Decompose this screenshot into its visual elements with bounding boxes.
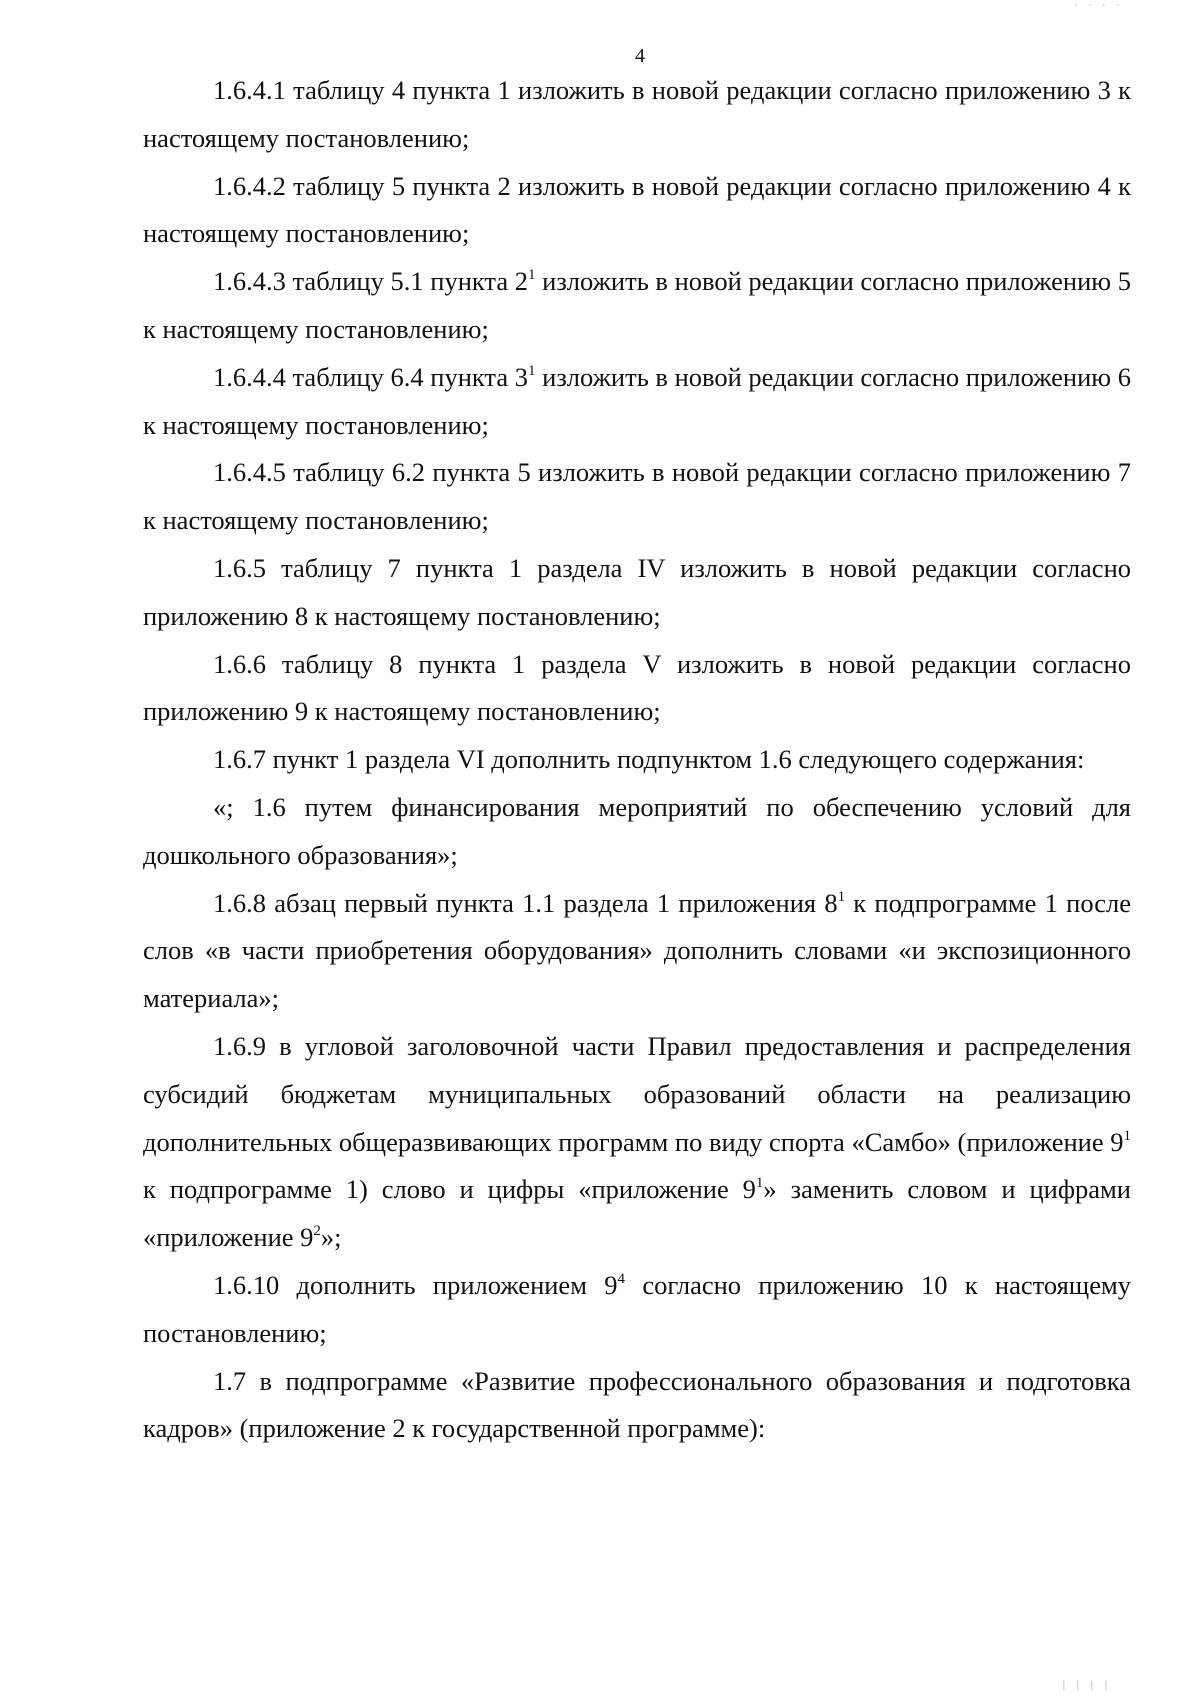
superscript: 1	[528, 267, 536, 284]
superscript: 4	[617, 1270, 626, 1287]
paragraph-text: 1.6.4.4 таблицу 6.4 пункта 3	[213, 361, 528, 392]
superscript: 1	[528, 362, 536, 379]
paragraph-1-6-9	[143, 1023, 1131, 1262]
paragraph-text: » заменить словом и цифрами «приложение 9	[143, 1174, 1131, 1253]
paragraph-text: 1.6.8 абзац первый пункта 1.1 раздела 1 приложения 8	[213, 887, 838, 918]
paragraph-1-6-6: 1.6.6 таблицу 8 пункта 1 раздела V изложить в новой редакции согласно приложению 9 к настоящему постановлению;	[143, 648, 1131, 727]
scan-artifact: · · · ·	[1072, 0, 1122, 11]
paragraph-text: 1.6.4.3 таблицу 5.1 пункта 2	[213, 266, 528, 297]
paragraph-quote-1-6: «; 1.6 путем финансирования мероприятий по обеспечению условий для дошкольного образования»;	[143, 791, 1131, 870]
paragraph-text: изложить в новой редакции согласно приложению 6 к настоящему постановлению;	[143, 361, 1131, 440]
superscript: 1	[837, 888, 846, 905]
paragraph-text: к подпрограмме 1) слово и цифры «приложение 9	[143, 1174, 756, 1205]
paragraph-text: изложить в новой редакции согласно приложению 5 к настоящему постановлению;	[143, 266, 1131, 344]
paragraph-1-7: 1.7 в подпрограмме «Развитие профессионального образования и подготовка кадров» (приложение 2 к государственной программе):	[143, 1365, 1131, 1444]
page-number: 4	[635, 45, 645, 67]
paragraph-1-6-10	[143, 1262, 1131, 1358]
superscript: 1	[755, 1175, 764, 1192]
document-body	[143, 67, 1131, 1453]
paragraph-text: к подпрограмме 1 после слов «в части приобретения оборудования» дополнить словами «и экспозиционного материала»;	[143, 887, 1131, 1014]
superscript: 2	[313, 1223, 321, 1240]
paragraph-text: 1.6.10 дополнить приложением 9	[213, 1269, 618, 1300]
paragraph-text: »;	[320, 1222, 342, 1253]
scan-artifact: | | | |	[1060, 1680, 1110, 1691]
paragraph-1-6-4-2: 1.6.4.2 таблицу 5 пункта 2 изложить в новой редакции согласно приложению 4 к настоящему постановлению;	[143, 170, 1131, 249]
paragraph-1-6-7: 1.6.7 пункт 1 раздела VI дополнить подпунктом 1.6 следующего содержания:	[213, 744, 1085, 775]
paragraph-1-6-4-3	[143, 258, 1131, 354]
paragraph-1-6-5: 1.6.5 таблицу 7 пункта 1 раздела IV изложить в новой редакции согласно приложению 8 к настоящему постановлению;	[143, 552, 1131, 631]
paragraph-1-6-4-1: 1.6.4.1 таблицу 4 пункта 1 изложить в новой редакции согласно приложению 3 к настоящему постановлению;	[143, 75, 1131, 153]
paragraph-1-6-8	[143, 880, 1131, 1023]
paragraph-1-6-4-4	[143, 354, 1131, 450]
paragraph-text: 1.6.9 в угловой заголовочной части Правил предоставления и распределения субсидий бюджетам муниципальных образований области на реализацию дополнительных общеразвивающих программ по виду спорта «Самбо» (приложение 9	[143, 1030, 1131, 1157]
paragraph-1-6-4-5: 1.6.4.5 таблицу 6.2 пункта 5 изложить в новой редакции согласно приложению 7 к настоящему постановлению;	[143, 457, 1131, 536]
paragraph-text: согласно приложению 10 к настоящему постановлению;	[143, 1269, 1131, 1348]
superscript: 1	[1123, 1127, 1131, 1144]
